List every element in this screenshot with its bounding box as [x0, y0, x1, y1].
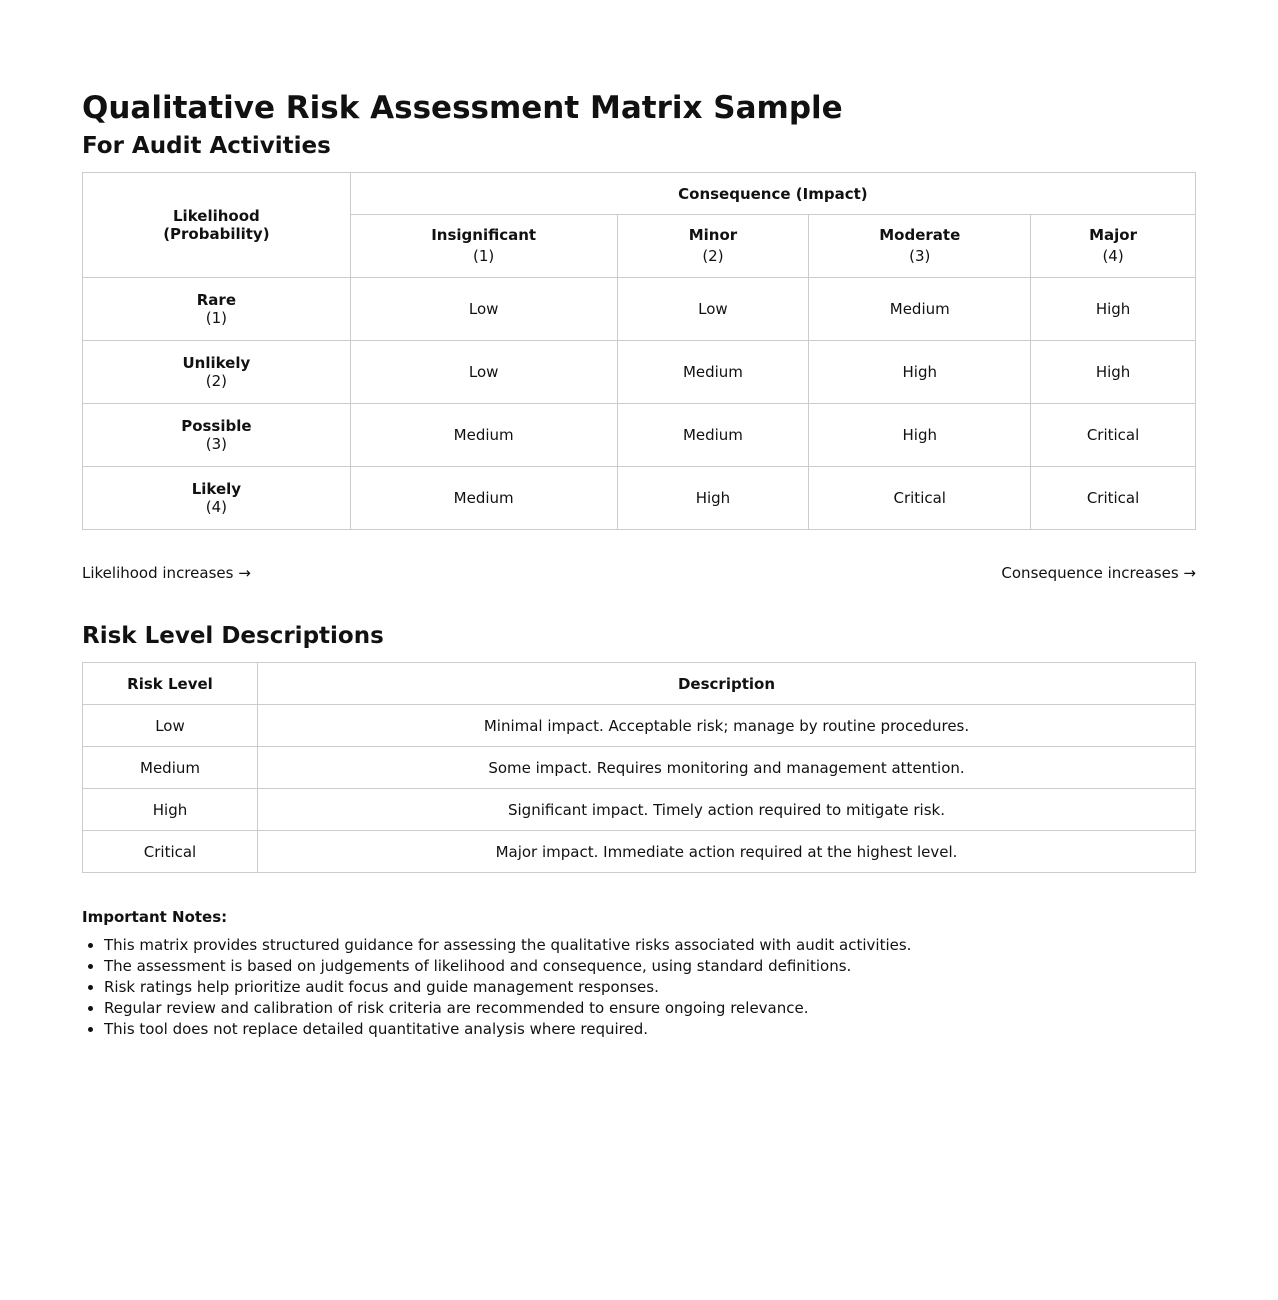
risk-level-header: Risk Level: [83, 663, 258, 705]
list-item: • The assessment is based on judgements of likelihood and consequence, using standard definitions.: [104, 956, 1196, 977]
matrix-cell: Critical: [809, 467, 1031, 530]
page-title: Qualitative Risk Assessment Matrix Sample: [82, 90, 843, 126]
matrix-cell: Low: [350, 278, 617, 341]
row-label: Unlikely: [182, 354, 251, 372]
matrix-cell: High: [617, 467, 809, 530]
row-label: Likely: [191, 480, 242, 498]
consequence-column-header: [350, 215, 617, 278]
notes-list: [82, 935, 1196, 1040]
likelihood-row-header: [83, 341, 351, 404]
matrix-row: [83, 341, 1196, 404]
consequence-column-header: [1031, 215, 1196, 278]
matrix-row: [83, 278, 1196, 341]
matrix-cell: Medium: [350, 467, 617, 530]
column-label: Moderate: [879, 226, 961, 244]
consequence-column-header: [809, 215, 1031, 278]
matrix-cell: High: [1031, 341, 1196, 404]
matrix-cell: High: [1031, 278, 1196, 341]
matrix-cell: Medium: [617, 404, 809, 467]
table-row: [83, 705, 1196, 747]
likelihood-header-label: Likelihood: [173, 207, 260, 225]
table-row: [83, 747, 1196, 789]
likelihood-header-sub: (Probability): [163, 225, 270, 243]
matrix-cell: Critical: [1031, 404, 1196, 467]
list-item: • This tool does not replace detailed quantitative analysis where required.: [104, 1019, 1196, 1040]
page-subtitle: For Audit Activities: [82, 133, 331, 159]
risk-level-cell: Medium: [83, 747, 258, 789]
row-number: (2): [205, 372, 227, 390]
matrix-cell: High: [809, 341, 1031, 404]
description-cell: Major impact. Immediate action required at the highest level.: [258, 831, 1196, 873]
description-cell: Significant impact. Timely action required to mitigate risk.: [258, 789, 1196, 831]
column-label: Minor: [688, 226, 738, 244]
column-number: (4): [1102, 247, 1124, 265]
row-label: Rare: [196, 291, 236, 309]
likelihood-row-header: [83, 467, 351, 530]
description-header: Description: [258, 663, 1196, 705]
list-item: • Risk ratings help prioritize audit focus and guide management responses.: [104, 977, 1196, 998]
matrix-cell: High: [809, 404, 1031, 467]
row-label: Possible: [181, 417, 252, 435]
matrix-cell: Low: [350, 341, 617, 404]
risk-level-cell: Critical: [83, 831, 258, 873]
list-item: • This matrix provides structured guidance for assessing the qualitative risks associated with audit activities.: [104, 935, 1196, 956]
description-cell: Some impact. Requires monitoring and management attention.: [258, 747, 1196, 789]
description-cell: Minimal impact. Acceptable risk; manage by routine procedures.: [258, 705, 1196, 747]
matrix-row: [83, 404, 1196, 467]
likelihood-axis-note: Likelihood increases →: [82, 564, 251, 582]
risk-level-cell: Low: [83, 705, 258, 747]
column-label: Insignificant: [431, 226, 537, 244]
matrix-cell: Medium: [809, 278, 1031, 341]
matrix-cell: Critical: [1031, 467, 1196, 530]
consequence-axis-note: Consequence increases →: [1001, 564, 1196, 582]
axis-direction-notes: [82, 563, 1196, 583]
row-number: (3): [205, 435, 227, 453]
matrix-row: [83, 467, 1196, 530]
notes-title: Important Notes:: [82, 908, 228, 926]
risk-level-cell: High: [83, 789, 258, 831]
list-item: • Regular review and calibration of risk criteria are recommended to ensure ongoing relevance.: [104, 998, 1196, 1019]
column-number: (1): [473, 247, 495, 265]
row-number: (4): [205, 498, 227, 516]
consequence-header: Consequence (Impact): [350, 173, 1195, 215]
descriptions-title: Risk Level Descriptions: [82, 623, 384, 649]
risk-matrix-table: [82, 172, 1196, 530]
matrix-cell: Medium: [350, 404, 617, 467]
row-number: (1): [205, 309, 227, 327]
likelihood-row-header: [83, 404, 351, 467]
risk-level-descriptions-table: [82, 662, 1196, 873]
column-number: (2): [702, 247, 724, 265]
column-label: Major: [1089, 226, 1138, 244]
matrix-cell: Medium: [617, 341, 809, 404]
table-row: [83, 789, 1196, 831]
column-number: (3): [909, 247, 931, 265]
table-row: [83, 831, 1196, 873]
likelihood-row-header: [83, 278, 351, 341]
consequence-column-header: [617, 215, 809, 278]
matrix-cell: Low: [617, 278, 809, 341]
likelihood-header: [83, 173, 351, 278]
